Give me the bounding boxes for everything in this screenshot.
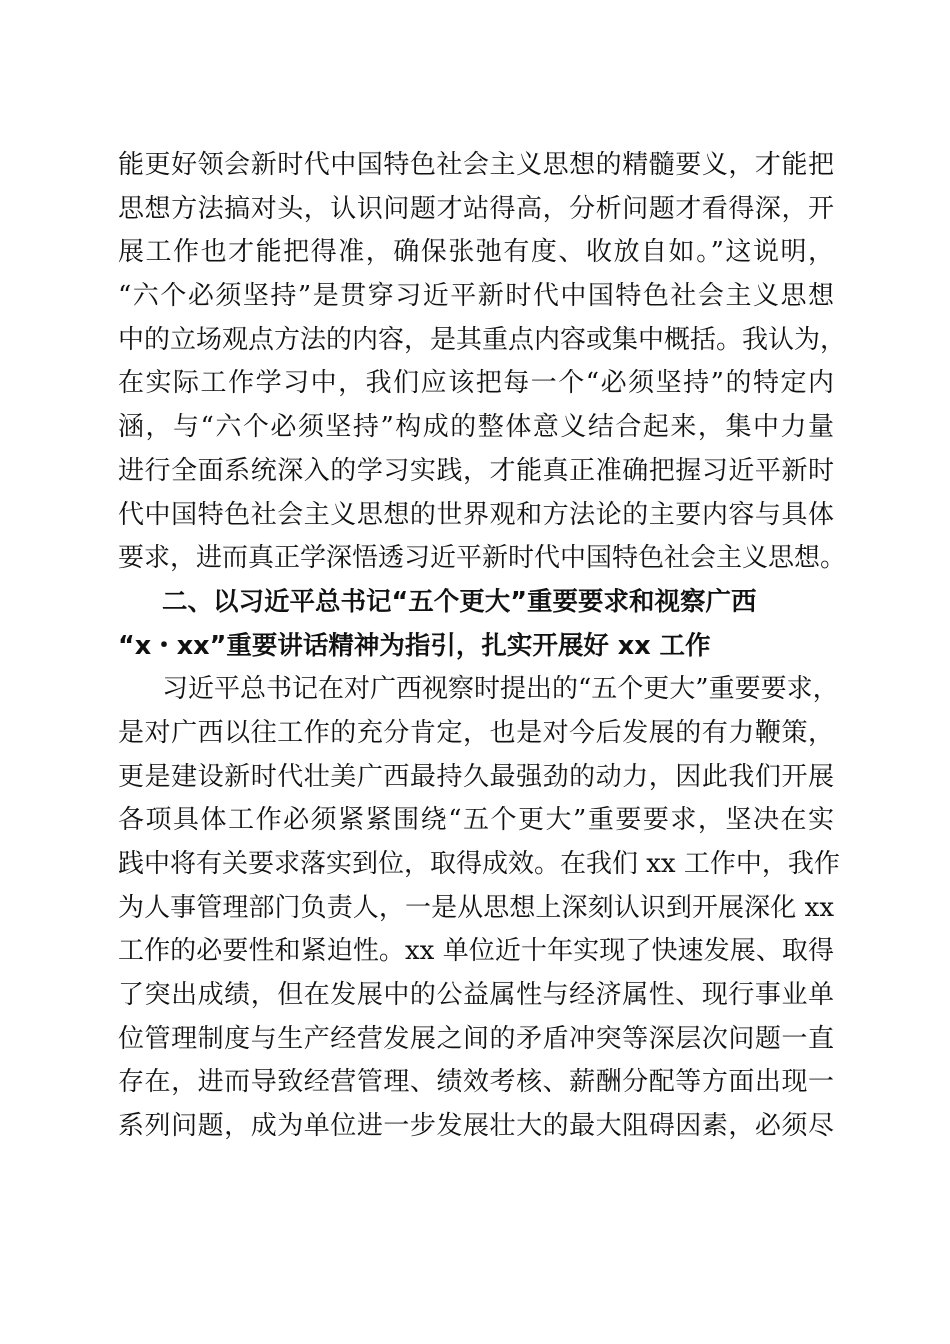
text-line: 系列问题，成为单位进一步发展壮大的最大阻碍因素，必须尽 — [118, 1111, 834, 1142]
paragraph-2 — [118, 668, 840, 1149]
text-line: 展工作也才能把得准，确保张弛有度、收放自如。”这说明， — [118, 237, 834, 268]
text-line: 思想方法搞对头，认识问题才站得高，分析问题才看得深，开 — [118, 193, 834, 224]
text-line: 工作的必要性和紧迫性。xx 单位近十年实现了快速发展、取得 — [118, 936, 834, 967]
heading-line: 二、以习近平总书记“五个更大”重要要求和视察广西 — [162, 586, 757, 617]
text-line: 践中将有关要求落实到位，取得成效。在我们 xx 工作中，我作 — [118, 849, 840, 879]
text-line: 进行全面系统深入的学习实践，才能真正准确把握习近平新时 — [118, 455, 834, 486]
text-line: 能更好领会新时代中国特色社会主义思想的精髓要义，才能把 — [118, 150, 834, 180]
heading-line: “x・xx”重要讲话精神为指引，扎实开展好 xx 工作 — [118, 630, 711, 661]
text-line: 代中国特色社会主义思想的世界观和方法论的主要内容与具体 — [118, 499, 834, 530]
document-body — [118, 144, 847, 1149]
text-line: 要求，进而真正学深悟透习近平新时代中国特色社会主义思想。 — [118, 543, 847, 574]
text-line: 为人事管理部门负责人，一是从思想上深刻认识到开展深化 xx — [118, 892, 834, 923]
text-line: 更是建设新时代壮美广西最持久最强劲的动力，因此我们开展 — [118, 761, 834, 792]
text-line: 了突出成绩，但在发展中的公益属性与经济属性、现行事业单 — [118, 980, 834, 1011]
text-line: 涵，与“六个必须坚持”构成的整体意义结合起来，集中力量 — [118, 412, 834, 443]
text-line: 在实际工作学习中，我们应该把每一个“必须坚持”的特定内 — [118, 368, 834, 399]
text-line: “六个必须坚持”是贯穿习近平新时代中国特色社会主义思想 — [118, 281, 834, 312]
text-line: 中的立场观点方法的内容，是其重点内容或集中概括。我认为， — [118, 324, 847, 355]
paragraph-1 — [118, 144, 847, 581]
text-line: 是对广西以往工作的充分肯定，也是对今后发展的有力鞭策， — [118, 717, 834, 748]
section-heading — [118, 581, 834, 668]
text-line: 存在，进而导致经营管理、绩效考核、薪酬分配等方面出现一 — [118, 1067, 834, 1098]
text-line: 习近平总书记在对广西视察时提出的“五个更大”重要要求， — [162, 674, 839, 705]
text-line: 各项具体工作必须紧紧围绕“五个更大”重要要求，坚决在实 — [118, 805, 834, 836]
text-line: 位管理制度与生产经营发展之间的矛盾冲突等深层次问题一直 — [118, 1023, 834, 1054]
